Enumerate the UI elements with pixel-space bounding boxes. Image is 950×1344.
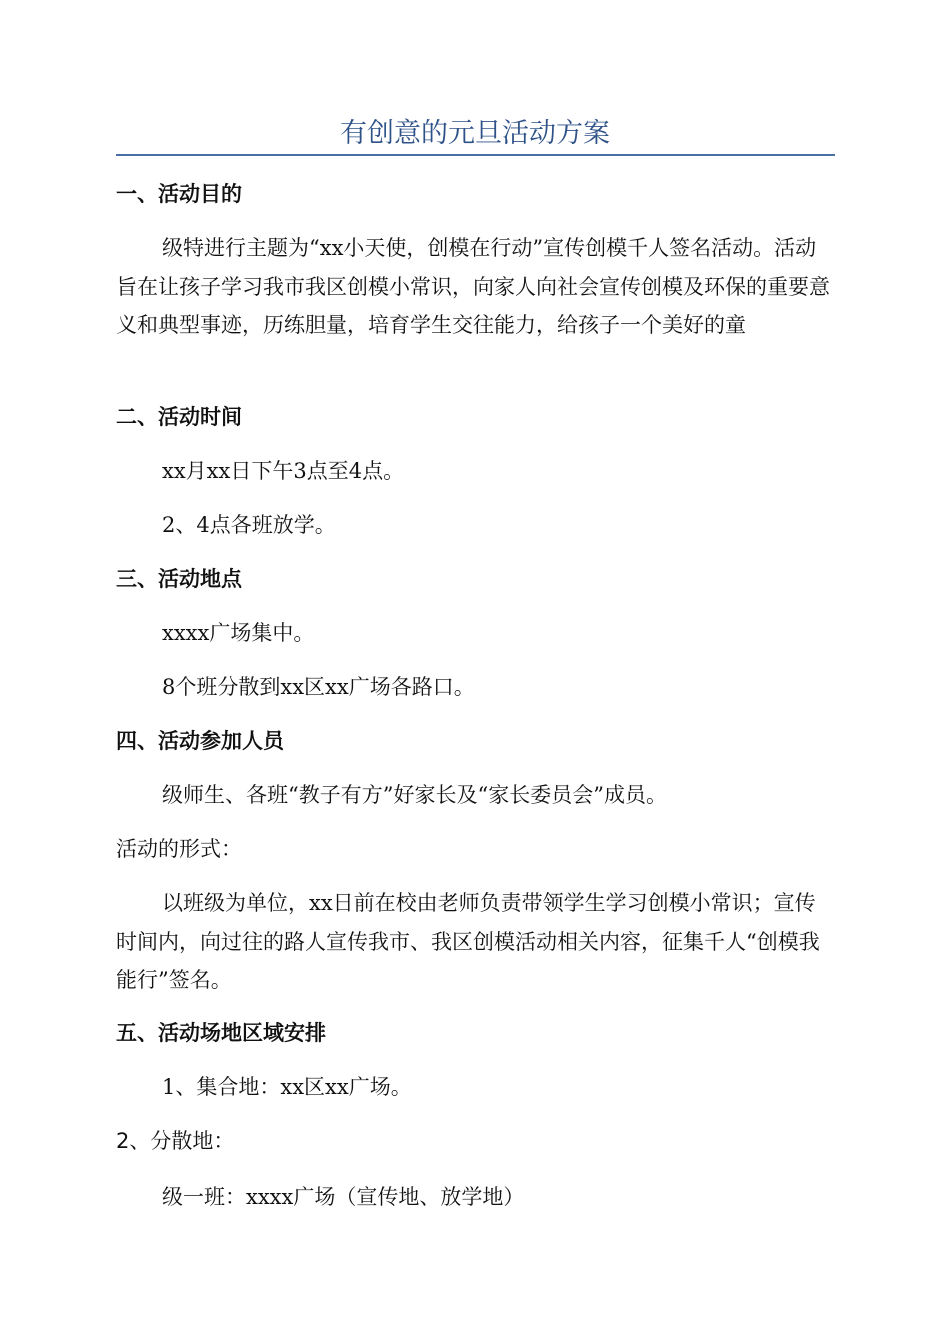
location-paragraph-1: xxxx广场集中。: [162, 621, 315, 645]
area-class-one-paragraph: 级一班：xxxx广场（宣传地、放学地）: [162, 1185, 525, 1209]
time-paragraph-1: xx月xx日下午3点至4点。: [162, 459, 405, 483]
location-paragraph-2: 8个班分散到xx区xx广场各路口。: [162, 675, 475, 699]
section-heading-area-arrangement: 五、活动场地区域安排: [116, 1021, 326, 1045]
area-dispersal-label: 2、分散地：: [116, 1129, 235, 1153]
section-heading-purpose: 一、活动目的: [116, 182, 242, 206]
title-underline: [116, 154, 835, 156]
time-paragraph-2: 2、4点各班放学。: [162, 513, 336, 537]
section-heading-time: 二、活动时间: [116, 405, 242, 429]
purpose-paragraph: 级特进行主题为“xx小天使，创模在行动”宣传创模千人签名活动。活动旨在让孩子学习我市我区创模小常识，向家人向社会宣传创模及环保的重要意义和典型事迹，历练胆量，培育学生交往能力，给孩子一个美好的童: [116, 236, 830, 338]
area-gathering-paragraph: 1、集合地：xx区xx广场。: [162, 1075, 412, 1099]
activity-form-paragraph: 以班级为单位，xx日前在校由老师负责带领学生学习创模小常识；宣传时间内，向过往的路人宣传我市、我区创模活动相关内容，征集千人“创模我能行”签名。: [116, 891, 820, 993]
section-heading-location: 三、活动地点: [116, 567, 242, 591]
document-title: 有创意的元旦活动方案: [340, 118, 610, 149]
activity-form-label: 活动的形式：: [116, 837, 242, 861]
section-heading-participants: 四、活动参加人员: [116, 729, 284, 753]
participants-paragraph: 级师生、各班“教子有方”好家长及“家长委员会”成员。: [162, 783, 667, 807]
